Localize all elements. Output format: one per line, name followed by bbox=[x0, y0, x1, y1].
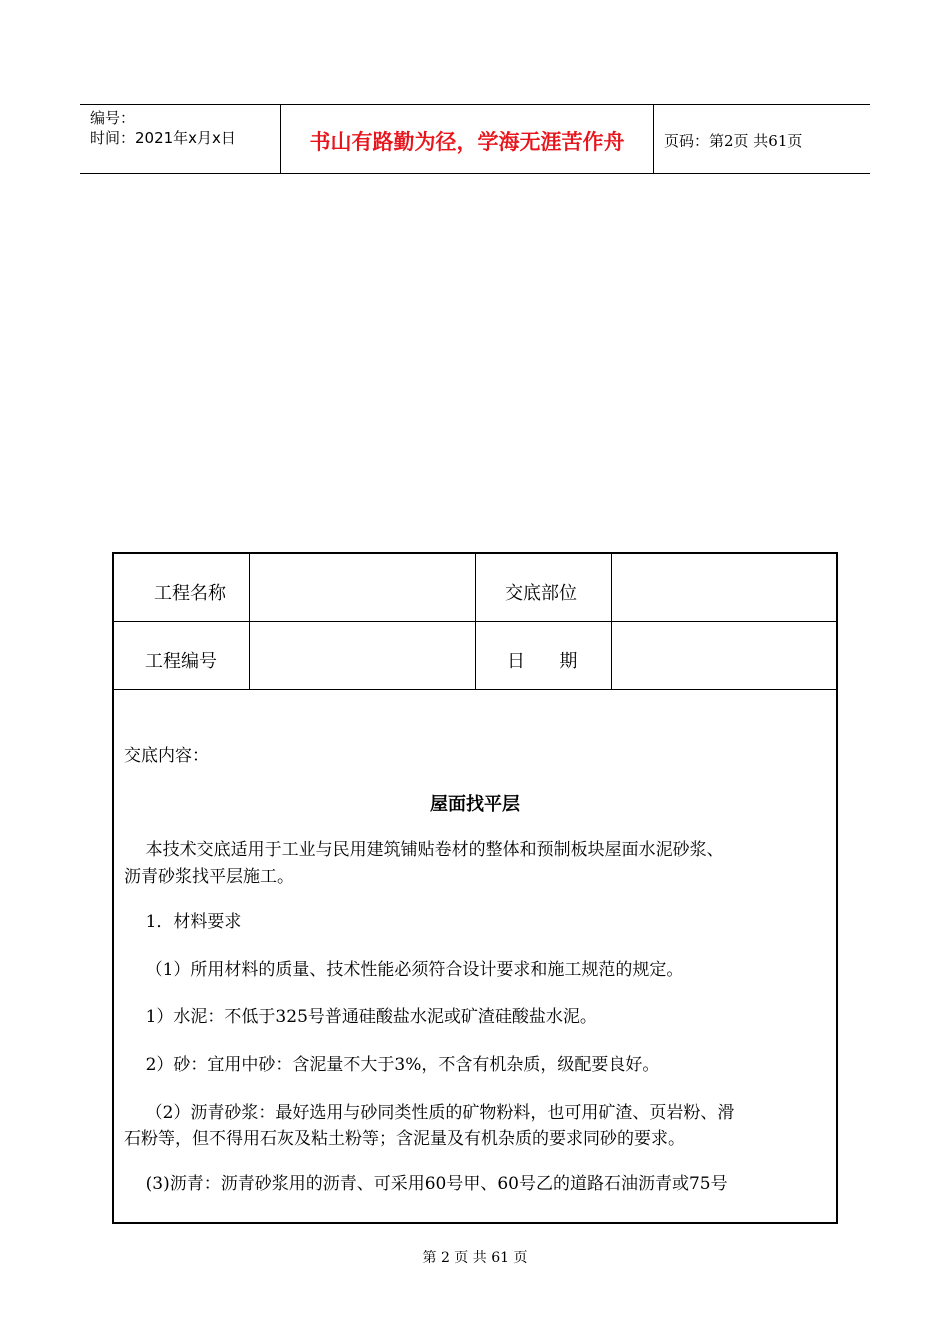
paragraph-line: （2）沥青砂浆：最好选用与砂同类性质的矿物粉料，也可用矿渣、页岩粉、滑 bbox=[124, 1103, 735, 1123]
content-label: 交底内容： bbox=[124, 746, 209, 766]
page-info: 页码：第2页 共61页 bbox=[664, 132, 803, 150]
paragraph-line: 石粉等，但不得用石灰及粘土粉等；含泥量及有机杂质的要求同砂的要求。 bbox=[124, 1129, 685, 1149]
number-label: 编号： bbox=[90, 109, 136, 127]
project-number-label: 工程编号 bbox=[145, 651, 217, 672]
motto-text: 书山有路勤为径，学海无涯苦作舟 bbox=[309, 130, 625, 154]
paragraph-line: 1．材料要求 bbox=[124, 912, 242, 932]
header-meta-cell bbox=[80, 105, 281, 173]
divider bbox=[114, 689, 836, 690]
page-header bbox=[80, 104, 870, 174]
divider bbox=[611, 554, 612, 690]
handover-form bbox=[112, 552, 838, 1224]
header-page-cell bbox=[654, 105, 870, 173]
paragraph-line: 本技术交底适用于工业与民用建筑铺贴卷材的整体和预制板块屋面水泥砂浆、 bbox=[124, 840, 724, 860]
divider bbox=[249, 554, 250, 690]
divider bbox=[475, 554, 476, 690]
header-motto-cell bbox=[281, 105, 654, 173]
paragraph-line: (3)沥青：沥青砂浆用的沥青、可采用60号甲、60号乙的道路石油沥青或75号 bbox=[124, 1174, 728, 1194]
time-label: 时间：2021年x月x日 bbox=[90, 129, 236, 147]
date-label: 日 期 bbox=[507, 651, 578, 672]
paragraph-line: 1）水泥：不低于325号普通硅酸盐水泥或矿渣硅酸盐水泥。 bbox=[124, 1007, 597, 1027]
page-footer: 第 2 页 共 61 页 bbox=[422, 1250, 528, 1266]
section-title: 屋面找平层 bbox=[430, 794, 520, 815]
handover-part-label: 交底部位 bbox=[505, 583, 577, 604]
paragraph-line: 沥青砂浆找平层施工。 bbox=[124, 867, 294, 887]
paragraph-line: 2）砂：宜用中砂：含泥量不大于3%，不含有机杂质，级配要良好。 bbox=[124, 1055, 660, 1075]
divider bbox=[114, 621, 836, 622]
project-name-label: 工程名称 bbox=[154, 583, 226, 604]
paragraph-line: （1）所用材料的质量、技术性能必须符合设计要求和施工规范的规定。 bbox=[124, 960, 684, 980]
